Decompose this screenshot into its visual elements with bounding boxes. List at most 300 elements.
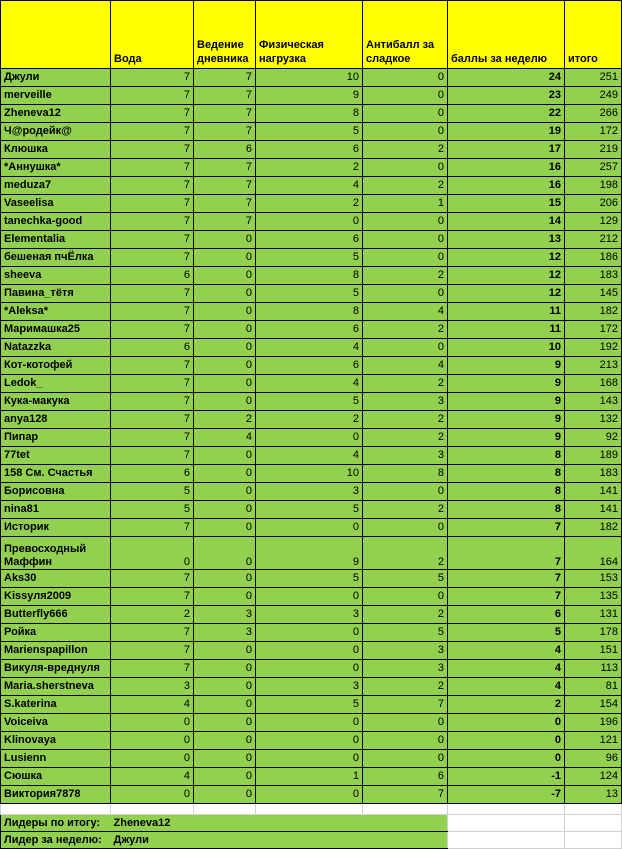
cell-name[interactable]: Elementalia [1,231,111,249]
empty-cell[interactable] [565,815,622,832]
cell-sweets[interactable]: 3 [363,642,448,660]
cell-sweets[interactable]: 0 [363,750,448,768]
cell-total[interactable]: 164 [565,537,622,570]
cell-total[interactable]: 129 [565,213,622,231]
cell-diary[interactable]: 2 [194,411,256,429]
cell-weekly[interactable]: 14 [448,213,565,231]
cell-exercise[interactable]: 4 [256,177,363,195]
cell-name[interactable]: Виктория7878 [1,786,111,804]
cell-weekly[interactable]: 4 [448,678,565,696]
header-cell-water[interactable]: Вода [111,1,194,69]
cell-water[interactable]: 7 [111,429,194,447]
cell-name[interactable]: S.katerina [1,696,111,714]
cell-name[interactable]: Voiceiva [1,714,111,732]
empty-cell[interactable] [565,832,622,849]
cell-sweets[interactable]: 2 [363,267,448,285]
cell-total[interactable]: 198 [565,177,622,195]
cell-water[interactable]: 7 [111,519,194,537]
cell-weekly[interactable]: 19 [448,123,565,141]
cell-total[interactable]: 135 [565,588,622,606]
cell-name[interactable]: Сюшка [1,768,111,786]
cell-weekly[interactable]: 4 [448,660,565,678]
cell-water[interactable]: 7 [111,570,194,588]
cell-diary[interactable]: 7 [194,213,256,231]
cell-weekly[interactable]: 12 [448,249,565,267]
cell-weekly[interactable]: -7 [448,786,565,804]
cell-diary[interactable]: 0 [194,303,256,321]
cell-total[interactable]: 266 [565,105,622,123]
cell-name[interactable]: Викуля-вреднуля [1,660,111,678]
cell-diary[interactable]: 7 [194,177,256,195]
cell-name[interactable]: nina81 [1,501,111,519]
cell-diary[interactable]: 0 [194,321,256,339]
cell-name[interactable]: Natazzka [1,339,111,357]
cell-exercise[interactable]: 0 [256,660,363,678]
cell-exercise[interactable]: 10 [256,69,363,87]
cell-diary[interactable]: 0 [194,447,256,465]
cell-total[interactable]: 92 [565,429,622,447]
cell-water[interactable]: 7 [111,642,194,660]
cell-weekly[interactable]: 16 [448,177,565,195]
cell-diary[interactable]: 7 [194,159,256,177]
cell-exercise[interactable]: 5 [256,249,363,267]
cell-water[interactable]: 7 [111,321,194,339]
header-cell-sweets[interactable]: Антибалл за сладкое [363,1,448,69]
cell-water[interactable]: 3 [111,678,194,696]
empty-cell[interactable] [363,804,448,815]
cell-water[interactable]: 5 [111,483,194,501]
cell-water[interactable]: 4 [111,768,194,786]
cell-sweets[interactable]: 0 [363,123,448,141]
empty-cell[interactable] [194,804,256,815]
cell-weekly[interactable]: 11 [448,321,565,339]
cell-weekly[interactable]: 7 [448,570,565,588]
cell-sweets[interactable]: 0 [363,87,448,105]
cell-weekly[interactable]: 5 [448,624,565,642]
cell-name[interactable]: meduza7 [1,177,111,195]
cell-sweets[interactable]: 2 [363,678,448,696]
empty-cell[interactable] [111,804,194,815]
cell-weekly[interactable]: 12 [448,285,565,303]
cell-diary[interactable]: 0 [194,696,256,714]
cell-diary[interactable]: 0 [194,570,256,588]
cell-name[interactable]: Маримашка25 [1,321,111,339]
cell-exercise[interactable]: 3 [256,606,363,624]
cell-exercise[interactable]: 0 [256,213,363,231]
cell-sweets[interactable]: 2 [363,501,448,519]
cell-sweets[interactable]: 2 [363,141,448,159]
cell-water[interactable]: 7 [111,660,194,678]
cell-exercise[interactable]: 3 [256,678,363,696]
cell-weekly[interactable]: 23 [448,87,565,105]
cell-diary[interactable]: 0 [194,678,256,696]
cell-total[interactable]: 182 [565,303,622,321]
cell-exercise[interactable]: 5 [256,696,363,714]
cell-weekly[interactable]: 8 [448,483,565,501]
cell-name[interactable]: sheeva [1,267,111,285]
cell-diary[interactable]: 0 [194,231,256,249]
cell-diary[interactable]: 4 [194,429,256,447]
cell-name[interactable]: Aks30 [1,570,111,588]
cell-total[interactable]: 141 [565,483,622,501]
cell-exercise[interactable]: 5 [256,285,363,303]
cell-sweets[interactable]: 0 [363,69,448,87]
header-cell-exercise[interactable]: Физическая нагрузка [256,1,363,69]
cell-water[interactable]: 7 [111,69,194,87]
cell-exercise[interactable]: 0 [256,588,363,606]
cell-diary[interactable]: 0 [194,714,256,732]
cell-name[interactable]: *Аннушка* [1,159,111,177]
cell-name[interactable]: 158 См. Счастья [1,465,111,483]
cell-diary[interactable]: 0 [194,285,256,303]
cell-diary[interactable]: 0 [194,768,256,786]
cell-weekly[interactable]: 9 [448,357,565,375]
cell-water[interactable]: 7 [111,105,194,123]
cell-diary[interactable]: 0 [194,786,256,804]
cell-total[interactable]: 249 [565,87,622,105]
cell-water[interactable]: 7 [111,231,194,249]
cell-total[interactable]: 153 [565,570,622,588]
cell-sweets[interactable]: 0 [363,519,448,537]
cell-sweets[interactable]: 0 [363,249,448,267]
cell-total[interactable]: 145 [565,285,622,303]
cell-sweets[interactable]: 0 [363,159,448,177]
empty-cell[interactable] [448,832,565,849]
cell-water[interactable]: 0 [111,537,194,570]
cell-name[interactable]: Клюшка [1,141,111,159]
cell-total[interactable]: 154 [565,696,622,714]
cell-exercise[interactable]: 0 [256,786,363,804]
cell-water[interactable]: 6 [111,465,194,483]
cell-exercise[interactable]: 5 [256,123,363,141]
cell-total[interactable]: 143 [565,393,622,411]
cell-exercise[interactable]: 4 [256,339,363,357]
cell-name[interactable]: Maria.sherstneva [1,678,111,696]
cell-weekly[interactable]: 24 [448,69,565,87]
cell-diary[interactable]: 0 [194,393,256,411]
cell-exercise[interactable]: 0 [256,642,363,660]
empty-cell[interactable] [565,804,622,815]
cell-water[interactable]: 7 [111,588,194,606]
cell-water[interactable]: 7 [111,411,194,429]
weekly-leader-label[interactable]: Лидер за неделю: [1,832,111,849]
cell-weekly[interactable]: 12 [448,267,565,285]
overall-leader-label[interactable]: Лидеры по итогу: [1,815,111,832]
cell-name[interactable]: Butterfly666 [1,606,111,624]
cell-name[interactable]: Kissуля2009 [1,588,111,606]
header-cell-weekly[interactable]: баллы за неделю [448,1,565,69]
cell-sweets[interactable]: 0 [363,339,448,357]
cell-weekly[interactable]: 10 [448,339,565,357]
cell-weekly[interactable]: 7 [448,588,565,606]
cell-water[interactable]: 7 [111,375,194,393]
cell-water[interactable]: 7 [111,123,194,141]
cell-sweets[interactable]: 2 [363,606,448,624]
cell-sweets[interactable]: 2 [363,411,448,429]
cell-diary[interactable]: 0 [194,465,256,483]
cell-total[interactable]: 141 [565,501,622,519]
cell-exercise[interactable]: 5 [256,393,363,411]
cell-water[interactable]: 6 [111,267,194,285]
cell-name[interactable]: бешеная пчЁлка [1,249,111,267]
cell-water[interactable]: 5 [111,501,194,519]
cell-sweets[interactable]: 0 [363,285,448,303]
cell-weekly[interactable]: 16 [448,159,565,177]
cell-diary[interactable]: 0 [194,660,256,678]
cell-water[interactable]: 7 [111,195,194,213]
cell-sweets[interactable]: 6 [363,768,448,786]
cell-diary[interactable]: 7 [194,123,256,141]
cell-exercise[interactable]: 8 [256,105,363,123]
cell-exercise[interactable]: 5 [256,570,363,588]
empty-cell[interactable] [1,804,111,815]
cell-weekly[interactable]: 9 [448,375,565,393]
cell-water[interactable]: 7 [111,159,194,177]
cell-sweets[interactable]: 5 [363,570,448,588]
cell-diary[interactable]: 0 [194,339,256,357]
cell-water[interactable]: 0 [111,786,194,804]
header-cell-name[interactable] [1,1,111,69]
cell-weekly[interactable]: 9 [448,429,565,447]
cell-total[interactable]: 251 [565,69,622,87]
cell-water[interactable]: 0 [111,750,194,768]
cell-name[interactable]: Klinovaya [1,732,111,750]
cell-total[interactable]: 121 [565,732,622,750]
cell-exercise[interactable]: 0 [256,714,363,732]
cell-name[interactable]: Кот-котофей [1,357,111,375]
cell-water[interactable]: 4 [111,696,194,714]
cell-total[interactable]: 81 [565,678,622,696]
cell-weekly[interactable]: 11 [448,303,565,321]
cell-weekly[interactable]: 6 [448,606,565,624]
cell-total[interactable]: 124 [565,768,622,786]
cell-exercise[interactable]: 0 [256,519,363,537]
cell-total[interactable]: 182 [565,519,622,537]
cell-weekly[interactable]: 2 [448,696,565,714]
cell-weekly[interactable]: 13 [448,231,565,249]
cell-exercise[interactable]: 3 [256,483,363,501]
cell-exercise[interactable]: 6 [256,321,363,339]
cell-diary[interactable]: 0 [194,249,256,267]
cell-exercise[interactable]: 4 [256,447,363,465]
cell-diary[interactable]: 3 [194,606,256,624]
cell-diary[interactable]: 0 [194,588,256,606]
cell-exercise[interactable]: 2 [256,159,363,177]
cell-water[interactable]: 7 [111,303,194,321]
cell-name[interactable]: Павина_тётя [1,285,111,303]
cell-total[interactable]: 257 [565,159,622,177]
weekly-leader-value[interactable]: Джули [111,832,448,849]
cell-total[interactable]: 206 [565,195,622,213]
cell-exercise[interactable]: 2 [256,411,363,429]
cell-diary[interactable]: 0 [194,501,256,519]
cell-exercise[interactable]: 6 [256,231,363,249]
cell-water[interactable]: 7 [111,249,194,267]
cell-sweets[interactable]: 3 [363,660,448,678]
cell-sweets[interactable]: 2 [363,375,448,393]
cell-water[interactable]: 7 [111,177,194,195]
cell-sweets[interactable]: 8 [363,465,448,483]
cell-sweets[interactable]: 0 [363,213,448,231]
cell-total[interactable]: 192 [565,339,622,357]
cell-total[interactable]: 183 [565,267,622,285]
cell-sweets[interactable]: 4 [363,357,448,375]
cell-total[interactable]: 186 [565,249,622,267]
cell-sweets[interactable]: 7 [363,696,448,714]
cell-exercise[interactable]: 8 [256,303,363,321]
cell-total[interactable]: 212 [565,231,622,249]
cell-diary[interactable]: 0 [194,537,256,570]
cell-water[interactable]: 7 [111,624,194,642]
cell-weekly[interactable]: 0 [448,714,565,732]
cell-exercise[interactable]: 6 [256,357,363,375]
cell-weekly[interactable]: 8 [448,447,565,465]
overall-leader-value[interactable]: Zheneva12 [111,815,448,832]
empty-cell[interactable] [448,804,565,815]
cell-name[interactable]: Кука-макука [1,393,111,411]
cell-sweets[interactable]: 1 [363,195,448,213]
cell-weekly[interactable]: 7 [448,537,565,570]
cell-exercise[interactable]: 2 [256,195,363,213]
cell-name[interactable]: Zheneva12 [1,105,111,123]
cell-name[interactable]: Превосходный Маффин [1,537,111,570]
cell-total[interactable]: 219 [565,141,622,159]
cell-sweets[interactable]: 7 [363,786,448,804]
cell-total[interactable]: 132 [565,411,622,429]
cell-water[interactable]: 7 [111,447,194,465]
cell-weekly[interactable]: 4 [448,642,565,660]
cell-total[interactable]: 178 [565,624,622,642]
cell-exercise[interactable]: 8 [256,267,363,285]
cell-name[interactable]: merveille [1,87,111,105]
cell-name[interactable]: Пипар [1,429,111,447]
cell-sweets[interactable]: 0 [363,714,448,732]
cell-name[interactable]: Marienspapillon [1,642,111,660]
cell-weekly[interactable]: -1 [448,768,565,786]
cell-name[interactable]: Vaseelisa [1,195,111,213]
cell-exercise[interactable]: 10 [256,465,363,483]
cell-exercise[interactable]: 0 [256,429,363,447]
cell-sweets[interactable]: 2 [363,429,448,447]
cell-total[interactable]: 183 [565,465,622,483]
cell-sweets[interactable]: 0 [363,105,448,123]
cell-water[interactable]: 0 [111,714,194,732]
cell-diary[interactable]: 7 [194,69,256,87]
cell-diary[interactable]: 0 [194,483,256,501]
cell-name[interactable]: Ч@родейк@ [1,123,111,141]
cell-exercise[interactable]: 9 [256,87,363,105]
cell-diary[interactable]: 6 [194,141,256,159]
cell-diary[interactable]: 0 [194,732,256,750]
cell-diary[interactable]: 0 [194,642,256,660]
cell-weekly[interactable]: 9 [448,411,565,429]
cell-sweets[interactable]: 3 [363,393,448,411]
cell-diary[interactable]: 0 [194,519,256,537]
cell-sweets[interactable]: 5 [363,624,448,642]
cell-name[interactable]: Lusienn [1,750,111,768]
cell-weekly[interactable]: 0 [448,732,565,750]
header-cell-diary[interactable]: Ведение дневника [194,1,256,69]
cell-diary[interactable]: 0 [194,267,256,285]
cell-total[interactable]: 196 [565,714,622,732]
cell-total[interactable]: 172 [565,321,622,339]
cell-name[interactable]: Ledok_ [1,375,111,393]
cell-total[interactable]: 131 [565,606,622,624]
cell-water[interactable]: 2 [111,606,194,624]
cell-sweets[interactable]: 2 [363,321,448,339]
cell-exercise[interactable]: 4 [256,375,363,393]
cell-exercise[interactable]: 0 [256,732,363,750]
cell-diary[interactable]: 7 [194,195,256,213]
cell-sweets[interactable]: 2 [363,537,448,570]
cell-name[interactable]: Ройка [1,624,111,642]
cell-name[interactable]: Джули [1,69,111,87]
cell-diary[interactable]: 7 [194,105,256,123]
cell-name[interactable]: *Aleksa* [1,303,111,321]
cell-total[interactable]: 213 [565,357,622,375]
cell-diary[interactable]: 0 [194,357,256,375]
cell-weekly[interactable]: 9 [448,393,565,411]
cell-sweets[interactable]: 0 [363,588,448,606]
cell-water[interactable]: 0 [111,732,194,750]
cell-total[interactable]: 113 [565,660,622,678]
cell-diary[interactable]: 7 [194,87,256,105]
cell-total[interactable]: 189 [565,447,622,465]
cell-weekly[interactable]: 8 [448,465,565,483]
cell-sweets[interactable]: 2 [363,177,448,195]
cell-sweets[interactable]: 0 [363,483,448,501]
cell-water[interactable]: 7 [111,285,194,303]
cell-water[interactable]: 6 [111,339,194,357]
cell-name[interactable]: Историк [1,519,111,537]
cell-sweets[interactable]: 3 [363,447,448,465]
cell-diary[interactable]: 3 [194,624,256,642]
cell-exercise[interactable]: 5 [256,501,363,519]
cell-name[interactable]: anya128 [1,411,111,429]
header-cell-total[interactable]: итого [565,1,622,69]
cell-weekly[interactable]: 17 [448,141,565,159]
cell-exercise[interactable]: 0 [256,624,363,642]
cell-total[interactable]: 172 [565,123,622,141]
cell-total[interactable]: 96 [565,750,622,768]
cell-exercise[interactable]: 0 [256,750,363,768]
cell-name[interactable]: 77tet [1,447,111,465]
cell-sweets[interactable]: 4 [363,303,448,321]
cell-water[interactable]: 7 [111,213,194,231]
cell-diary[interactable]: 0 [194,375,256,393]
cell-diary[interactable]: 0 [194,750,256,768]
cell-exercise[interactable]: 6 [256,141,363,159]
cell-sweets[interactable]: 0 [363,231,448,249]
cell-water[interactable]: 7 [111,141,194,159]
cell-weekly[interactable]: 0 [448,750,565,768]
empty-cell[interactable] [256,804,363,815]
cell-exercise[interactable]: 1 [256,768,363,786]
cell-total[interactable]: 168 [565,375,622,393]
cell-water[interactable]: 7 [111,357,194,375]
cell-name[interactable]: Борисовна [1,483,111,501]
cell-total[interactable]: 151 [565,642,622,660]
cell-water[interactable]: 7 [111,87,194,105]
cell-name[interactable]: tanechka-good [1,213,111,231]
cell-total[interactable]: 13 [565,786,622,804]
cell-sweets[interactable]: 0 [363,732,448,750]
cell-weekly[interactable]: 15 [448,195,565,213]
cell-weekly[interactable]: 22 [448,105,565,123]
cell-weekly[interactable]: 8 [448,501,565,519]
cell-weekly[interactable]: 7 [448,519,565,537]
cell-exercise[interactable]: 9 [256,537,363,570]
